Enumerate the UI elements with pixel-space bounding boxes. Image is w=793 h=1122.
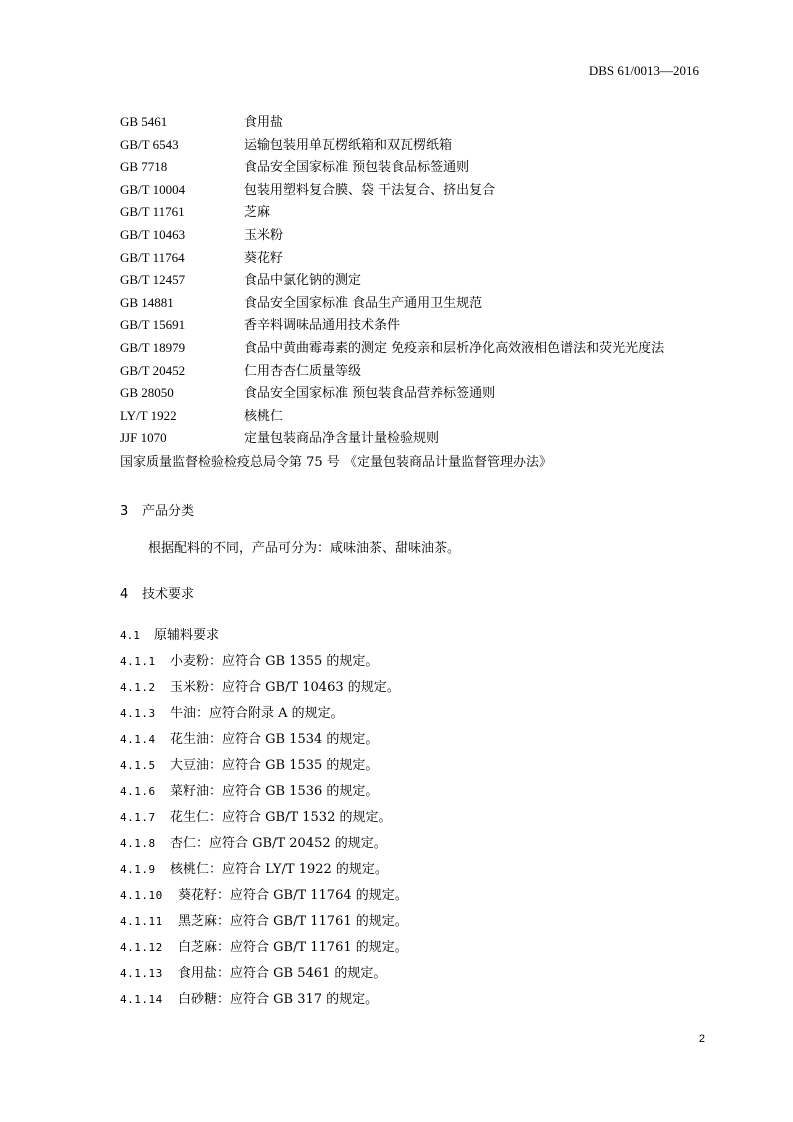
requirement-number: 4.1.8: [120, 837, 156, 850]
reference-title: 玉米粉: [244, 227, 284, 243]
reference-row: [120, 111, 720, 134]
requirement-text: 玉米粉：应符合 GB/T 10463 的规定。: [170, 680, 400, 695]
reference-row: [120, 360, 720, 383]
reference-title: 定量包装商品净含量计量检验规则: [244, 431, 440, 447]
reference-title: 食品安全国家标准 预包装食品标签通则: [244, 160, 470, 176]
reference-title: 仁用杏杏仁质量等级: [244, 363, 362, 379]
section-3-heading: [120, 500, 194, 519]
reference-row: [120, 247, 720, 270]
product-classification-paragraph: 根据配料的不同，产品可分为：咸味油茶、甜味油茶。: [148, 541, 461, 556]
subsection-title: 原辅料要求: [154, 628, 220, 643]
section-4-1-heading: [120, 624, 219, 643]
requirement-text: 核桃仁：应符合 LY/T 1922 的规定。: [170, 862, 388, 877]
requirement-number: 4.1.10: [120, 889, 163, 902]
requirement-item: [120, 805, 680, 831]
reference-row: [120, 337, 720, 360]
requirement-item: [120, 701, 680, 727]
reference-row: [120, 156, 720, 179]
reference-row: [120, 427, 720, 450]
requirement-item: [120, 779, 680, 805]
requirement-text: 小麦粉：应符合 GB 1355 的规定。: [170, 654, 379, 669]
requirement-item: [120, 753, 680, 779]
requirement-number: 4.1.4: [120, 733, 156, 746]
reference-title: 食品中氯化钠的测定: [244, 273, 362, 289]
reference-code: LY/T 1922: [120, 407, 177, 423]
reference-title: 芝麻: [244, 205, 271, 221]
normative-references-list: [120, 111, 720, 450]
requirement-item: [120, 727, 680, 753]
requirements-list: [120, 649, 680, 1013]
reference-code: JJF 1070: [120, 430, 167, 446]
reference-code: GB/T 20452: [120, 362, 186, 378]
requirement-item: [120, 883, 680, 909]
requirement-item: [120, 961, 680, 987]
reference-title: 核桃仁: [244, 408, 284, 424]
reference-code: GB/T 18979: [120, 339, 186, 355]
reference-title: 食用盐: [244, 115, 284, 130]
reference-code: GB 5461: [120, 114, 168, 129]
reference-title: 食品中黄曲霉毒素的测定 免疫亲和层析净化高效液相色谱法和荧光光度法: [244, 340, 665, 356]
requirement-item: [120, 857, 680, 883]
requirement-number: 4.1.1: [120, 655, 156, 668]
reference-row: [120, 314, 720, 337]
page-number: 2: [698, 1033, 705, 1045]
requirement-number: 4.1.5: [120, 759, 156, 772]
reference-code: GB/T 15691: [120, 317, 186, 333]
requirement-text: 牛油：应符合附录 A 的规定。: [170, 706, 344, 721]
requirement-text: 黑芝麻：应符合 GB/T 11761 的规定。: [178, 914, 408, 929]
requirement-text: 食用盐：应符合 GB 5461 的规定。: [178, 966, 387, 981]
decree-reference: 国家质量监督检验检疫总局令第 75 号 《定量包装商品计量监督管理办法》: [120, 455, 552, 470]
reference-row: [120, 269, 720, 292]
reference-code: GB 28050: [120, 385, 174, 401]
reference-code: GB/T 12457: [120, 272, 186, 288]
requirement-number: 4.1.11: [120, 915, 163, 928]
requirement-text: 葵花籽：应符合 GB/T 11764 的规定。: [178, 888, 408, 903]
section-number: 4: [120, 587, 129, 602]
reference-code: GB/T 6543: [120, 136, 179, 152]
requirement-number: 4.1.7: [120, 811, 156, 824]
requirement-item: [120, 675, 680, 701]
reference-row: [120, 292, 720, 315]
reference-code: GB/T 11764: [120, 249, 185, 265]
subsection-number: 4.1: [120, 629, 140, 642]
reference-row: [120, 134, 720, 157]
requirement-number: 4.1.14: [120, 993, 163, 1006]
section-title: 产品分类: [142, 504, 195, 519]
reference-row: [120, 179, 720, 202]
reference-code: GB/T 10463: [120, 226, 186, 242]
standard-code: DBS 61/0013—2016: [588, 63, 699, 78]
reference-row: [120, 382, 720, 405]
reference-title: 香辛料调味品通用技术条件: [244, 318, 401, 334]
reference-row: [120, 405, 720, 428]
reference-title: 食品安全国家标准 食品生产通用卫生规范: [244, 295, 483, 311]
reference-title: 葵花籽: [244, 250, 284, 266]
reference-code: GB/T 11761: [120, 204, 185, 220]
requirement-number: 4.1.13: [120, 967, 163, 980]
section-4-heading: [120, 583, 194, 602]
requirement-number: 4.1.6: [120, 785, 156, 798]
reference-code: GB 14881: [120, 294, 174, 310]
requirement-number: 4.1.3: [120, 707, 156, 720]
section-number: 3: [120, 504, 129, 519]
section-title: 技术要求: [142, 587, 195, 602]
requirement-number: 4.1.9: [120, 863, 156, 876]
requirement-item: [120, 831, 680, 857]
reference-row: [120, 224, 720, 247]
reference-title: 运输包装用单瓦楞纸箱和双瓦楞纸箱: [244, 137, 453, 153]
requirement-number: 4.1.2: [120, 681, 156, 694]
requirement-text: 白砂糖：应符合 GB 317 的规定。: [178, 992, 379, 1007]
requirement-text: 菜籽油：应符合 GB 1536 的规定。: [170, 784, 379, 799]
reference-title: 食品安全国家标准 预包装食品营养标签通则: [244, 386, 496, 402]
reference-code: GB/T 10004: [120, 181, 186, 197]
requirement-text: 杏仁：应符合 GB/T 20452 的规定。: [170, 836, 387, 851]
reference-title: 包装用塑料复合膜、袋 干法复合、挤出复合: [244, 182, 496, 198]
requirement-text: 大豆油：应符合 GB 1535 的规定。: [170, 758, 379, 773]
requirement-text: 花生仁：应符合 GB/T 1532 的规定。: [170, 810, 392, 825]
requirement-item: [120, 909, 680, 935]
requirement-text: 白芝麻：应符合 GB/T 11761 的规定。: [178, 940, 408, 955]
reference-code: GB 7718: [120, 159, 168, 175]
requirement-text: 花生油：应符合 GB 1534 的规定。: [170, 732, 379, 747]
reference-row: [120, 201, 720, 224]
requirement-item: [120, 987, 680, 1013]
requirement-number: 4.1.12: [120, 941, 163, 954]
requirement-item: [120, 649, 680, 675]
requirement-item: [120, 935, 680, 961]
